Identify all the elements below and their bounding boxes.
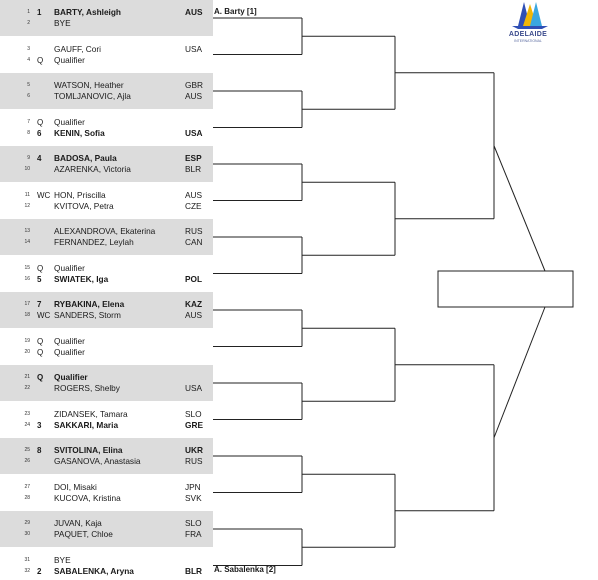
player-country: CAN: [185, 237, 203, 247]
player-seed: Q: [37, 373, 44, 382]
draw-position-number: 10: [24, 166, 30, 172]
player-name: KENIN, Sofia: [54, 127, 105, 138]
draw-position-number: 23: [24, 410, 30, 417]
player-name: BADOSA, Paula: [54, 153, 117, 163]
final-connector-line: [494, 146, 545, 271]
player-name: RYBAKINA, Elena: [54, 299, 125, 309]
draw-position-number: 20: [24, 348, 30, 355]
player-country: AUS: [185, 189, 203, 200]
player-country: UKR: [185, 445, 203, 455]
player-country: AUS: [185, 91, 203, 101]
player-name: GASANOVA, Anastasia: [54, 456, 141, 466]
player-name: GAUFF, Cori: [54, 43, 102, 54]
player-name: SVITOLINA, Elina: [54, 445, 123, 455]
player-name: FERNANDEZ, Leylah: [54, 237, 134, 247]
player-country: SLO: [185, 408, 202, 419]
player-name: BYE: [54, 18, 71, 28]
player-seed: WC: [37, 311, 51, 320]
champion-box: [438, 271, 573, 307]
player-name: Qualifier: [54, 372, 88, 382]
draw-position-number: 1: [27, 9, 30, 15]
player-seed: 8: [37, 446, 42, 455]
player-seed: 5: [37, 274, 42, 284]
player-country: USA: [185, 383, 203, 393]
draw-position-number: 21: [24, 374, 30, 380]
player-country: JPN: [185, 481, 201, 492]
player-name: Qualifier: [54, 262, 85, 273]
player-seed: Q: [37, 347, 44, 357]
player-name: ROGERS, Shelby: [54, 383, 120, 393]
logo-title: ADELAIDE: [508, 31, 548, 38]
player-seed: Q: [37, 263, 44, 273]
player-name: SABALENKA, Aryna: [54, 565, 134, 576]
logo-subtitle: INTERNATIONAL: [514, 39, 542, 43]
draw-position-number: 4: [27, 56, 30, 63]
player-name: PAQUET, Chloe: [54, 529, 113, 539]
draw-position-number: 3: [27, 45, 30, 52]
draw-position-number: 7: [27, 118, 30, 125]
draw-position-number: 32: [24, 567, 30, 574]
player-country: BLR: [185, 565, 203, 576]
draw-position-number: 11: [24, 191, 30, 198]
draw-position-number: 29: [24, 520, 30, 526]
player-name: ALEXANDROVA, Ekaterina: [54, 226, 156, 236]
final-connector-line: [494, 307, 545, 438]
player-name: AZARENKA, Victoria: [54, 164, 131, 174]
draw-position-number: 27: [24, 483, 30, 490]
player-name: SANDERS, Storm: [54, 310, 121, 320]
draw-position-number: 13: [24, 228, 30, 234]
draw-position-number: 9: [27, 155, 30, 161]
player-country: CZE: [185, 200, 202, 211]
draw-position-number: 8: [27, 129, 30, 136]
player-country: AUS: [185, 7, 203, 17]
draw-position-number: 5: [27, 82, 30, 88]
draw-position-number: 16: [24, 275, 30, 282]
player-country: ESP: [185, 153, 202, 163]
player-country: SVK: [185, 492, 202, 503]
player-name: BYE: [54, 554, 71, 565]
player-name: ZIDANSEK, Tamara: [54, 408, 128, 419]
player-country: SLO: [185, 518, 202, 528]
draw-position-number: 30: [24, 531, 30, 537]
draw-position-number: 24: [24, 421, 30, 428]
player-name: Qualifier: [54, 335, 85, 346]
player-seed: 7: [37, 300, 42, 309]
player-seed: 4: [37, 154, 42, 163]
advancing-player-label: A. Sabalenka [2]: [214, 564, 276, 574]
player-country: KAZ: [185, 299, 203, 309]
draw-position-number: 2: [27, 20, 30, 26]
draw-position-number: 15: [24, 264, 30, 271]
player-name: Qualifier: [54, 346, 85, 357]
player-name: Qualifier: [54, 54, 85, 65]
player-seed: 1: [37, 8, 42, 17]
player-name: HON, Priscilla: [54, 189, 106, 200]
player-country: FRA: [185, 529, 202, 539]
player-name: Qualifier: [54, 116, 85, 127]
player-country: RUS: [185, 226, 203, 236]
advancing-player-label: A. Barty [1]: [214, 7, 257, 16]
player-country: GBR: [185, 80, 203, 90]
draw-position-number: 14: [24, 239, 30, 245]
draw-position-number: 25: [24, 447, 30, 453]
draw-position-number: 22: [24, 385, 30, 391]
draw-position-number: 19: [24, 337, 30, 344]
player-name: TOMLJANOVIC, Ajla: [54, 91, 131, 101]
player-name: SWIATEK, Iga: [54, 273, 109, 284]
player-country: BLR: [185, 164, 202, 174]
draw-position-number: 17: [24, 301, 30, 307]
draw-position-number: 18: [24, 312, 30, 318]
player-country: POL: [185, 273, 203, 284]
draw-position-number: 6: [27, 93, 30, 99]
player-country: USA: [185, 127, 203, 138]
player-name: KVITOVA, Petra: [54, 200, 114, 211]
player-name: WATSON, Heather: [54, 80, 124, 90]
player-seed: 6: [37, 128, 42, 138]
draw-position-number: 12: [24, 202, 30, 209]
player-country: GRE: [185, 419, 203, 430]
player-name: SAKKARI, Maria: [54, 419, 119, 430]
player-country: USA: [185, 43, 203, 54]
player-seed: 3: [37, 420, 42, 430]
player-name: BARTY, Ashleigh: [54, 7, 121, 17]
draw-position-number: 28: [24, 494, 30, 501]
player-seed: WC: [37, 190, 51, 200]
player-country: AUS: [185, 310, 203, 320]
player-seed: Q: [37, 336, 44, 346]
player-name: KUCOVA, Kristina: [54, 492, 121, 503]
player-name: JUVAN, Kaja: [54, 518, 102, 528]
draw-position-number: 26: [24, 458, 30, 464]
player-seed: 2: [37, 566, 42, 576]
player-seed: Q: [37, 55, 44, 65]
player-name: DOI, Misaki: [54, 481, 97, 492]
draw-position-number: 31: [24, 556, 30, 563]
player-country: RUS: [185, 456, 203, 466]
player-seed: Q: [37, 117, 44, 127]
